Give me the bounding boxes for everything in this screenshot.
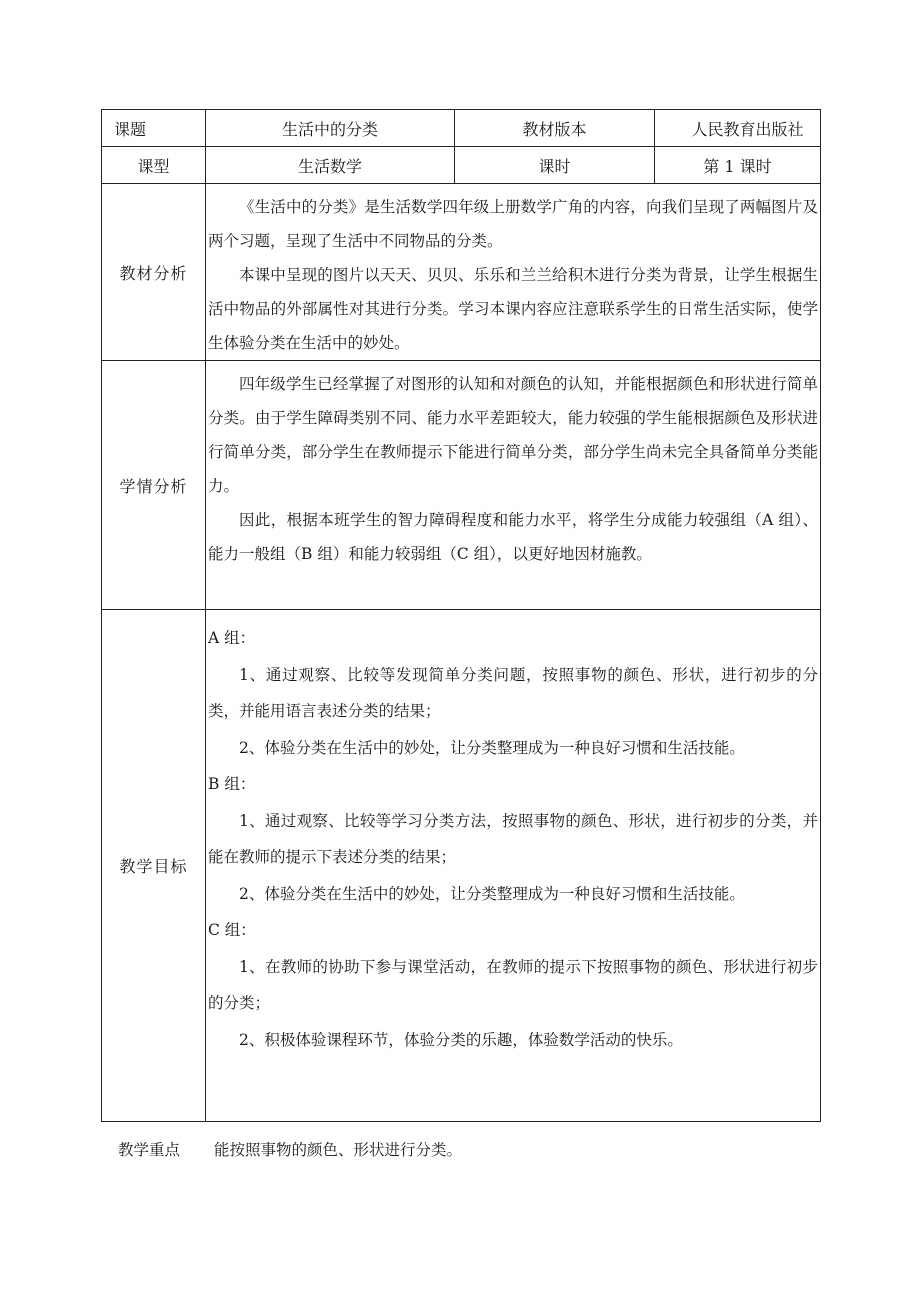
goal-item: 2、体验分类在生活中的妙处，让分类整理成为一种良好习惯和生活技能。 xyxy=(239,884,745,903)
edition-value: 人民教育出版社 xyxy=(691,119,804,139)
type-value: 生活数学 xyxy=(297,156,362,176)
textbook-analysis-paragraph: 本课中呈现的图片以天天、贝贝、乐乐和兰兰给积木进行分类为背景，让学生根据生活中物品的外部属性对其进行分类。学习本课内容应注意联系学生的日常生活实际，使学生体验分类在生活中的妙处。 xyxy=(208,266,818,352)
student-analysis-paragraph: 因此，根据本班学生的智力障碍程度和能力水平，将学生分成能力较强组（A 组）、能力一般组（B 组）和能力较弱组（C 组），以更好地因材施教。 xyxy=(208,511,818,563)
goal-item: 2、体验分类在生活中的妙处，让分类整理成为一种良好习惯和生活技能。 xyxy=(239,738,745,757)
subject-label: 课题 xyxy=(114,119,147,139)
goal-group-name: A 组： xyxy=(208,629,256,647)
key-points-value: 能按照事物的颜色、形状进行分类。 xyxy=(214,1141,463,1159)
student-analysis-paragraph: 四年级学生已经掌握了对图形的认知和对颜色的认知，并能根据颜色和形状进行简单分类。由于学生障碍类别不同、能力水平差距较大，能力较强的学生能根据颜色及形状进行简单分类，部分学生在教师提示下能进行简单分类，部分学生尚未完全具备简单分类能力。 xyxy=(208,375,818,495)
lesson-plan-table xyxy=(101,109,821,1122)
period-value: 第 1 课时 xyxy=(703,156,772,176)
teaching-goals-row xyxy=(102,610,821,1122)
goal-item: 1、通过观察、比较等发现简单分类问题，按照事物的颜色、形状，进行初步的分类，并能用语言表述分类的结果； xyxy=(208,665,818,720)
goal-item: 2、积极体验课程环节，体验分类的乐趣，体验数学活动的快乐。 xyxy=(239,1030,683,1049)
textbook-analysis-row xyxy=(102,184,821,361)
goal-group-name: B 组： xyxy=(208,775,256,793)
goal-item: 1、通过观察、比较等学习分类方法，按照事物的颜色、形状，进行初步的分类，并能在教师的提示下表述分类的结果； xyxy=(208,811,818,866)
textbook-analysis-label: 教材分析 xyxy=(119,263,188,283)
header-row-type xyxy=(102,147,821,184)
student-analysis-row xyxy=(102,361,821,610)
goal-group-name: C 组： xyxy=(208,921,256,939)
type-label: 课型 xyxy=(137,156,170,176)
header-row-subject xyxy=(102,110,821,147)
goal-item: 1、在教师的协助下参与课堂活动，在教师的提示下按照事物的颜色、形状进行初步的分类； xyxy=(208,957,818,1012)
key-points-label: 教学重点 xyxy=(118,1141,181,1159)
key-points-row xyxy=(118,1138,462,1160)
student-analysis-label: 学情分析 xyxy=(119,476,188,496)
textbook-analysis-paragraph: 《生活中的分类》是生活数学四年级上册数学广角的内容，向我们呈现了两幅图片及两个习题，呈现了生活中不同物品的分类。 xyxy=(208,198,818,250)
edition-label: 教材版本 xyxy=(522,119,587,139)
teaching-goals-label: 教学目标 xyxy=(119,857,188,876)
subject-value: 生活中的分类 xyxy=(281,119,378,139)
period-label: 课时 xyxy=(538,156,571,176)
